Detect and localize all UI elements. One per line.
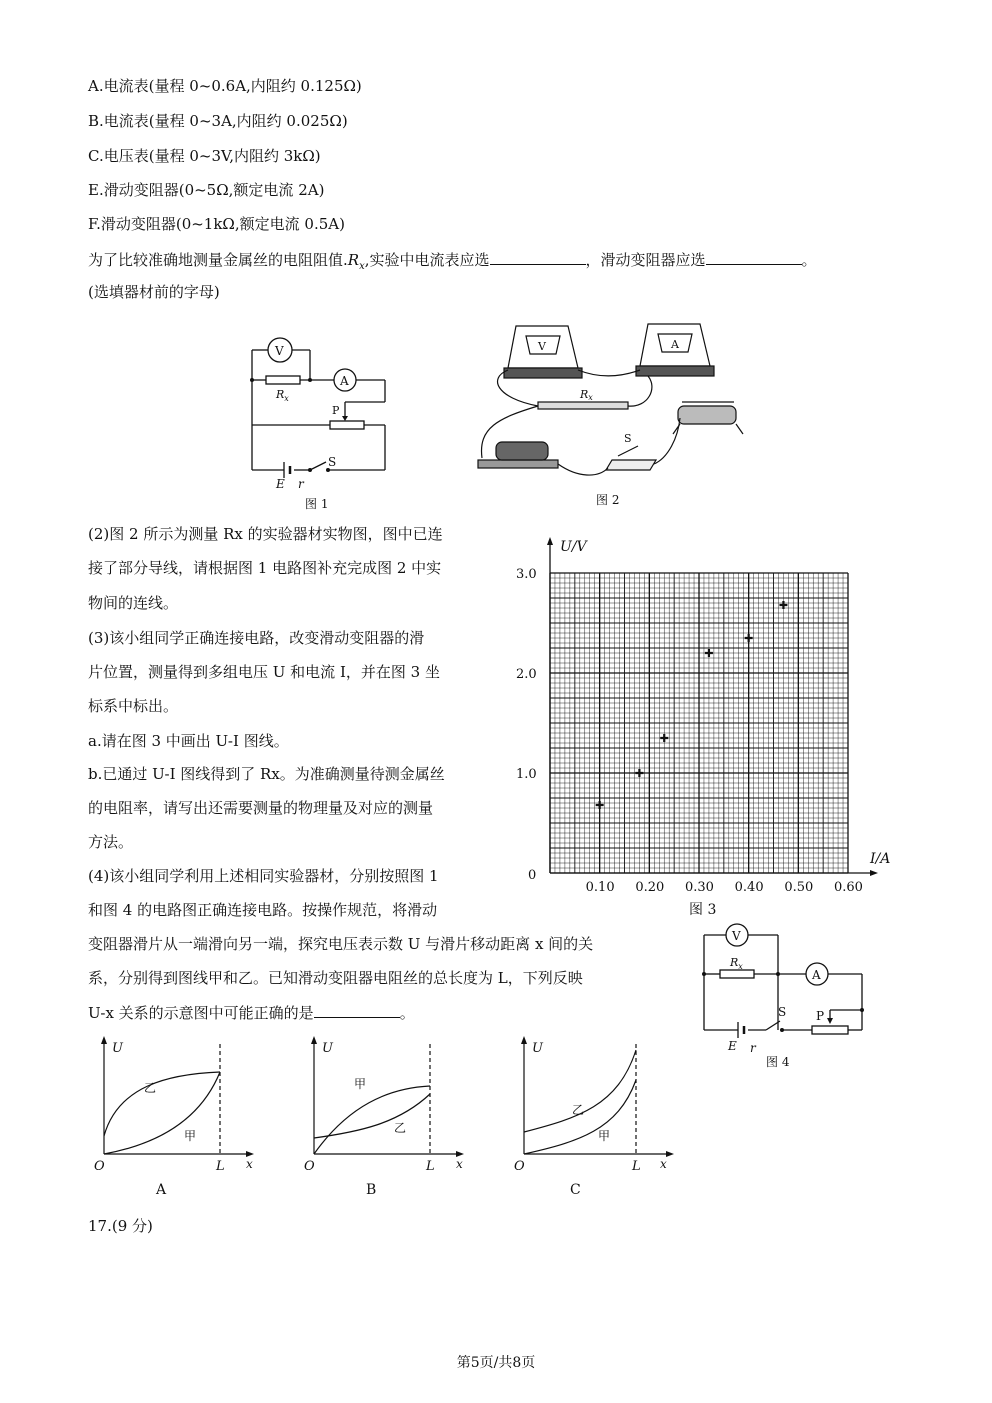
fig2-rheostat [673, 402, 743, 434]
sketch-c-label: C [570, 1182, 581, 1198]
fig1-caption: 图 1 [305, 497, 329, 511]
sketch-b-u: U [322, 1041, 333, 1056]
sketch-b-curve2: 乙 [394, 1121, 407, 1135]
q1-rx: R [347, 251, 360, 269]
sketch-b-curve1: 甲 [354, 1077, 367, 1091]
q4-line-1: (4)该小组同学利用上述相同实验器材，分别按照图 1 [88, 867, 439, 885]
x-tick-label: 0.60 [834, 880, 863, 895]
y-tick-label: 2.0 [516, 667, 537, 682]
sketch-b-l: L [426, 1159, 435, 1174]
x-tick-label: 0.30 [685, 880, 714, 895]
q1-part2: ,实验中电流表应选 [364, 251, 490, 269]
fig4-rx-label: $R_x$ [730, 956, 743, 971]
x-tick-label: 0.50 [784, 880, 814, 895]
sketch-a-label: A [156, 1182, 167, 1198]
fig1-a-label: A [340, 374, 349, 388]
x-tick-label: 0.10 [585, 880, 615, 895]
question-17-header: 17.(9 分) [88, 1217, 153, 1235]
y-tick-label: 1.0 [516, 767, 537, 782]
q1-part1: 为了比较准确地测量金属丝的电阻阻值 [88, 251, 344, 269]
sketch-a [88, 1036, 268, 1206]
sketch-c-curve1: 乙 [572, 1103, 585, 1117]
x-axis-arrow [870, 870, 878, 876]
fig4-v-label: V [732, 929, 741, 943]
q2-line-1: (2)图 2 所示为测量 Rx 的实验器材实物图，图中已连 [88, 525, 443, 543]
figure-3-ui-chart [510, 528, 890, 923]
sketch-c-u: U [532, 1041, 543, 1056]
fig1-s-label: S [328, 455, 337, 469]
option-f: F.滑动变阻器(0~1kΩ,额定电流 0.5A) [88, 215, 345, 233]
sketch-c-o: O [514, 1159, 525, 1174]
sketch-c-l: L [632, 1159, 641, 1174]
sketch-b-o: O [304, 1159, 315, 1174]
figure-4-circuit [698, 918, 873, 1073]
option-e: E.滑动变阻器(0~5Ω,额定电流 2A) [88, 181, 325, 199]
fig4-s-label: S [778, 1005, 787, 1019]
q1-part4: 。 [801, 251, 817, 269]
fig1-p-label: P [332, 404, 340, 417]
data-point [705, 649, 713, 657]
q1-part3: ，滑动变阻器应选 [585, 251, 706, 269]
option-a: A.电流表(量程 0~0.6A,内阻约 0.125Ω) [88, 77, 362, 95]
q4-line-5 [88, 1001, 415, 1023]
q3-line-2: 片位置，测量得到多组电压 U 和电流 I，并在图 3 坐 [88, 663, 440, 681]
sketch-a-u: U [112, 1041, 123, 1056]
q4-line-3: 变阻器滑片从一端滑向另一端，探究电压表示数 U 与滑片移动距离 x 间的关 [88, 935, 594, 953]
fig1-e-label: E [276, 477, 285, 491]
figure-2-apparatus [468, 318, 758, 513]
sketch-a-curve2: 甲 [184, 1129, 197, 1143]
answer-blank-ammeter[interactable] [490, 248, 586, 265]
sketch-a-o: O [94, 1159, 105, 1174]
fig2-s-label: S [624, 432, 632, 445]
sketch-c-curve2: 甲 [598, 1129, 611, 1143]
data-point [635, 769, 643, 777]
page-footer: 第5页/共8页 [456, 1355, 536, 1371]
fig2-switch [606, 446, 656, 470]
answer-blank-ux[interactable] [314, 1001, 400, 1018]
fig2-a-label: A [671, 338, 679, 351]
q1-line: 为了比较准确地测量金属丝的电阻阻值$.R_x$,实验中电流表应选 ，滑动变阻器应选 。 [88, 248, 817, 277]
q4-line-5-text: U-x 关系的示意图中可能正确的是 [88, 1004, 314, 1022]
data-point [745, 634, 753, 642]
sketch-a-l: L [216, 1159, 225, 1174]
sketch-c-x: x [660, 1157, 667, 1171]
q3b-line-1: b.已通过 U-I 图线得到了 Rx。为准确测量待测金属丝 [88, 765, 445, 783]
option-c: C.电压表(量程 0~3V,内阻约 3kΩ) [88, 147, 321, 165]
fig4-p-label: P [816, 1009, 825, 1023]
q2-line-2: 接了部分导线，请根据图 1 电路图补充完成图 2 中实 [88, 559, 442, 577]
sketch-b-label: B [366, 1182, 377, 1198]
figure-1-circuit [240, 330, 400, 515]
fig2-battery [478, 442, 558, 468]
q1-note: (选填器材前的字母) [88, 283, 220, 301]
q4-line-4: 系，分别得到图线甲和乙。已知滑动变阻器电阻丝的总长度为 L，下列反映 [88, 969, 583, 987]
fig2-caption: 图 2 [596, 493, 620, 507]
chart-grid [550, 573, 848, 873]
y-axis-arrow [547, 537, 553, 545]
x-tick-label: 0.40 [734, 880, 764, 895]
q3-line-3: 标系中标出。 [88, 697, 179, 715]
q1-rx-sub: x [359, 261, 365, 272]
sketch-b [298, 1036, 478, 1206]
x-axis-label: I/A [870, 851, 890, 867]
q3b-line-3: 方法。 [88, 833, 134, 851]
fig2-resistor [538, 402, 628, 409]
q4-end: 。 [399, 1004, 415, 1022]
fig1-rx-label: $R_x$ [276, 388, 289, 403]
fig2-r-label: Rx [580, 388, 593, 402]
q3a: a.请在图 3 中画出 U-I 图线。 [88, 732, 289, 750]
fig2-v-label: V [538, 340, 546, 353]
fig1-v-label: V [275, 344, 284, 358]
figure-3-caption: 图 3 [689, 902, 717, 918]
sketch-a-x: x [246, 1157, 253, 1171]
sketch-b-x: x [456, 1157, 463, 1171]
sketch-c [508, 1036, 688, 1206]
sketch-a-curve1: 乙 [144, 1081, 157, 1095]
q3b-line-2: 的电阻率，请写出还需要测量的物理量及对应的测量 [88, 799, 434, 817]
y-tick-label: 3.0 [516, 567, 537, 582]
fig4-a-label: A [812, 968, 821, 982]
fig4-caption: 图 4 [766, 1055, 790, 1069]
q4-line-2: 和图 4 的电路图正确连接电路。按操作规范，将滑动 [88, 901, 438, 919]
fig4-e-label: E [728, 1039, 737, 1053]
x-tick-label: 0.20 [635, 880, 665, 895]
data-point [660, 734, 668, 742]
q3-line-1: (3)该小组同学正确连接电路，改变滑动变阻器的滑 [88, 629, 425, 647]
q2-line-3: 物间的连线。 [88, 594, 179, 612]
option-b: B.电流表(量程 0~3A,内阻约 0.025Ω) [88, 112, 348, 130]
y-axis-label: U/V [560, 539, 587, 555]
fig1-r-label: r [298, 477, 304, 491]
fig4-r-label: r [750, 1041, 756, 1055]
origin-label: 0 [528, 868, 537, 883]
answer-blank-rheostat[interactable] [706, 248, 802, 265]
